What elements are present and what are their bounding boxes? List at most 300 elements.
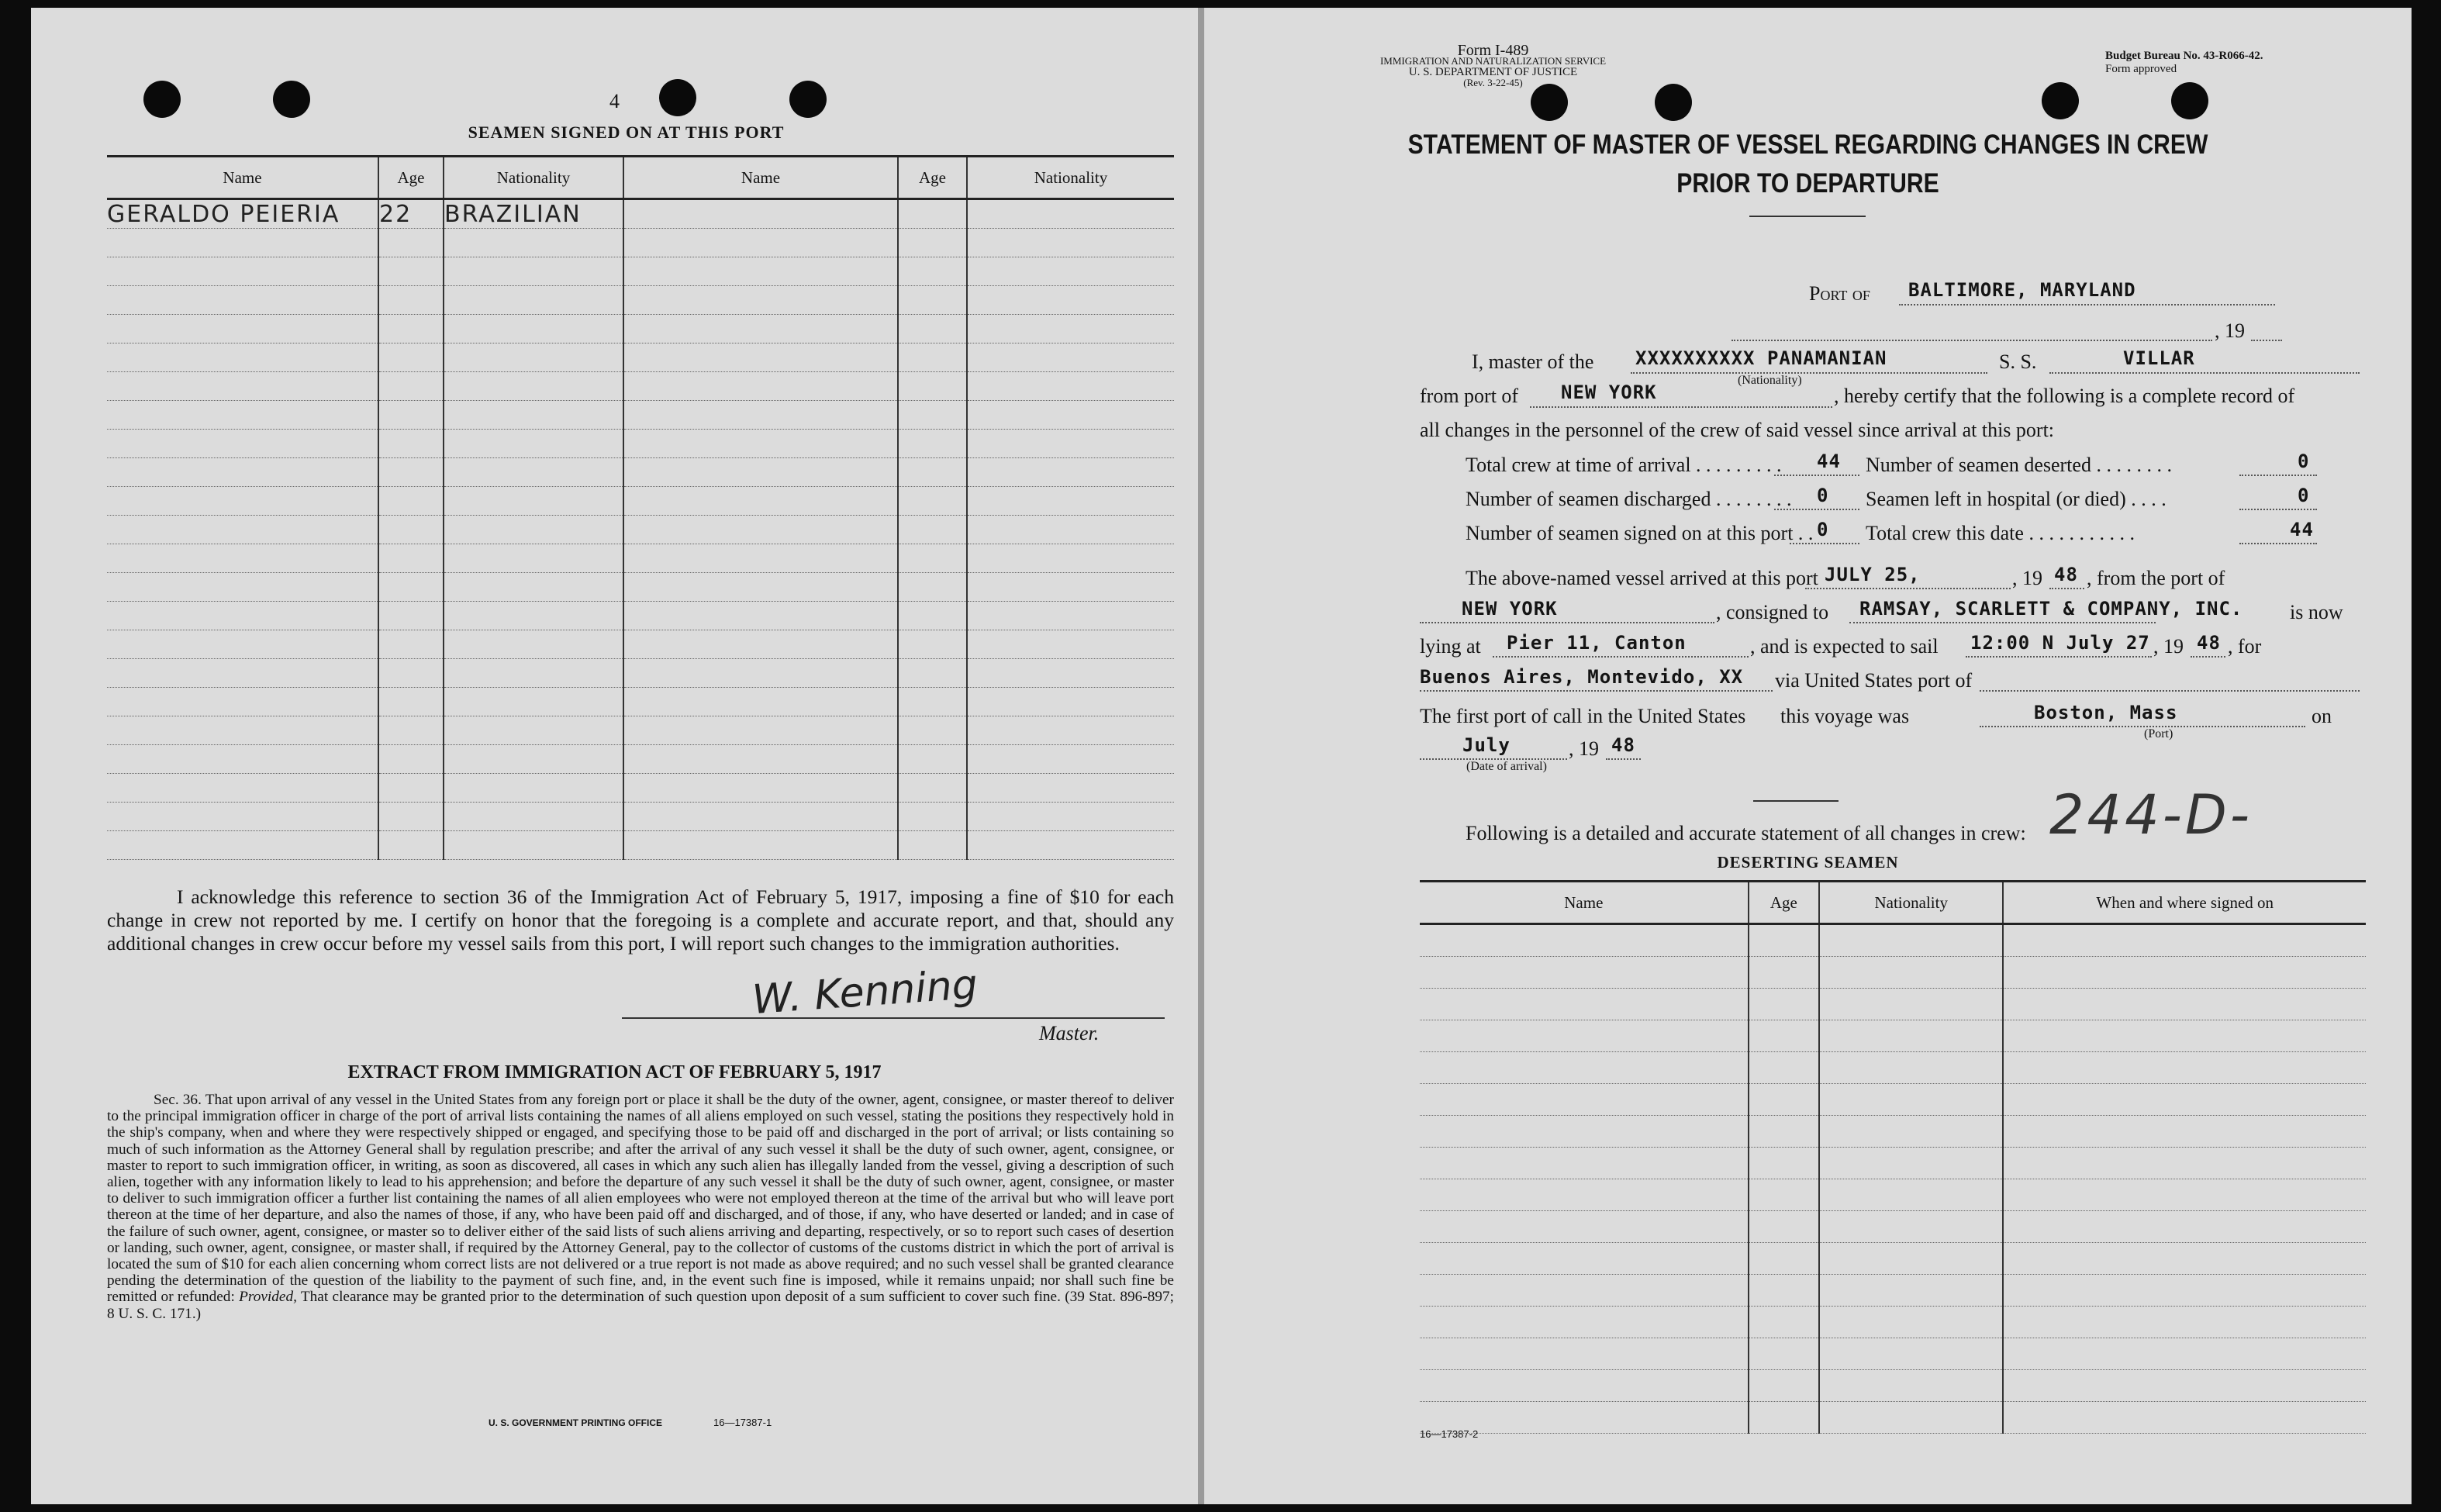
table-cell xyxy=(623,688,898,716)
table-cell xyxy=(378,315,444,343)
table-cell xyxy=(898,401,967,430)
from-port-label: from port of xyxy=(1420,385,1519,407)
table-cell xyxy=(1819,924,2003,957)
table-cell xyxy=(2003,1243,2366,1275)
sail-year: 48 xyxy=(2197,632,2221,654)
from-port-of: , from the port of xyxy=(2087,567,2225,589)
table-cell xyxy=(623,573,898,602)
table-cell xyxy=(623,430,898,458)
table-cell xyxy=(898,372,967,401)
table-cell xyxy=(378,199,444,229)
destination: Buenos Aires, Montevido, XX xyxy=(1420,666,1744,688)
table-cell xyxy=(623,602,898,630)
table-row xyxy=(1420,1179,2366,1211)
table-cell xyxy=(2003,1275,2366,1307)
table-cell xyxy=(2003,1020,2366,1052)
table-cell xyxy=(1819,1052,2003,1084)
table-cell xyxy=(967,659,1174,688)
punch-hole xyxy=(1531,84,1568,121)
table-cell xyxy=(1420,924,1749,957)
table-cell xyxy=(1420,1052,1749,1084)
table-cell xyxy=(623,315,898,343)
table-cell xyxy=(2003,1052,2366,1084)
stat-line xyxy=(1774,475,1859,476)
table-row xyxy=(107,286,1174,315)
table-cell xyxy=(107,573,378,602)
master-caption: Master. xyxy=(1039,1022,1100,1044)
table-row xyxy=(1420,989,2366,1020)
table-cell xyxy=(444,688,623,716)
entry-age: 22 xyxy=(379,200,413,228)
column-header: Nationality xyxy=(444,157,623,199)
certify-text: , hereby certify that the following is a complete record of xyxy=(1834,385,2295,407)
table-cell xyxy=(107,257,378,286)
entry-name: GERALDO PEIERIA xyxy=(107,200,340,228)
arrival-year-19: , 19 xyxy=(1569,737,1599,760)
arrival-month: July xyxy=(1462,734,1511,756)
table-cell xyxy=(1749,1370,1819,1402)
table-row xyxy=(107,602,1174,630)
table-cell xyxy=(378,831,444,860)
table-row xyxy=(107,831,1174,860)
extract-text xyxy=(107,1092,1174,1322)
table-cell xyxy=(107,229,378,257)
table-cell xyxy=(1749,1275,1819,1307)
table-row xyxy=(1420,1307,2366,1338)
table-cell xyxy=(2003,1402,2366,1434)
table-cell xyxy=(898,544,967,573)
table-cell xyxy=(107,630,378,659)
stat-label: Number of seamen signed on at this port . . xyxy=(1466,522,1814,544)
table-cell xyxy=(444,343,623,372)
from-port-line xyxy=(1530,406,1832,408)
table-row xyxy=(107,659,1174,688)
table-cell xyxy=(378,544,444,573)
table-cell xyxy=(444,803,623,831)
table-cell xyxy=(898,688,967,716)
table-cell xyxy=(967,372,1174,401)
table-cell xyxy=(967,745,1174,774)
table-cell xyxy=(898,286,967,315)
table-cell xyxy=(1749,924,1819,957)
table-row xyxy=(107,401,1174,430)
table-cell xyxy=(107,745,378,774)
left-page xyxy=(31,8,1198,1504)
nationality-line xyxy=(1631,372,1987,374)
table-cell xyxy=(967,774,1174,803)
table-cell xyxy=(623,343,898,372)
agency-department: U. S. DEPARTMENT OF JUSTICE xyxy=(1408,66,1578,78)
stat-label: Seamen left in hospital (or died) . . . . xyxy=(1866,488,2167,510)
table-cell xyxy=(967,430,1174,458)
first-port-value: Boston, Mass xyxy=(2034,702,2178,723)
table-cell xyxy=(967,229,1174,257)
form-revision: (Rev. 3-22-45) xyxy=(1463,77,1523,88)
acknowledgment-text: I acknowledge this reference to section 36 of the Immigration Act of February 5, 1917, imposing a fine of $10 for each change in crew not reported by me. I certify on honor that the foregoing is a complete and accurate report, and that, should any additional changes in crew occur before my vessel sails from this port, I will report such changes to the immigration authorities. xyxy=(107,885,1174,954)
table-row xyxy=(1420,1052,2366,1084)
table-cell xyxy=(107,372,378,401)
table-cell xyxy=(2003,1307,2366,1338)
table-cell xyxy=(623,803,898,831)
table-cell xyxy=(378,487,444,516)
table-cell xyxy=(107,199,378,229)
table-row xyxy=(107,257,1174,286)
table-cell xyxy=(898,716,967,745)
arrived-year-line xyxy=(2049,588,2084,589)
table-cell xyxy=(623,630,898,659)
sail-year-19: , 19 xyxy=(2153,635,2184,658)
table-cell xyxy=(1819,1275,2003,1307)
table-row xyxy=(1420,1084,2366,1116)
table-row xyxy=(1420,1275,2366,1307)
table-cell xyxy=(967,544,1174,573)
table-row xyxy=(107,630,1174,659)
table-cell xyxy=(898,745,967,774)
table-row xyxy=(1420,1243,2366,1275)
table-cell xyxy=(444,487,623,516)
stat-value: 0 xyxy=(1817,485,1829,506)
via-label: via United States port of xyxy=(1775,669,1973,692)
table-cell xyxy=(107,430,378,458)
table-cell xyxy=(1749,957,1819,989)
table-cell xyxy=(1420,1338,1749,1370)
table-row xyxy=(1420,1338,2366,1370)
table-cell xyxy=(898,343,967,372)
table-cell xyxy=(1819,1338,2003,1370)
table-row xyxy=(1420,1020,2366,1052)
consigned-label: , consigned to xyxy=(1716,601,1829,623)
table-cell xyxy=(967,688,1174,716)
table-cell xyxy=(378,516,444,544)
table-cell xyxy=(444,286,623,315)
right-page xyxy=(1204,8,2412,1504)
table-cell xyxy=(444,716,623,745)
table-cell xyxy=(1420,1084,1749,1116)
table-cell xyxy=(967,573,1174,602)
table-row xyxy=(107,774,1174,803)
master-signature: W. Kenning xyxy=(751,961,979,1024)
year-prefix: , 19 xyxy=(2215,319,2245,342)
table-cell xyxy=(107,688,378,716)
table-cell xyxy=(107,458,378,487)
table-cell xyxy=(623,286,898,315)
table-cell xyxy=(1819,1084,2003,1116)
is-now: is now xyxy=(2290,601,2343,623)
stat-line xyxy=(2239,543,2317,544)
on-label: on xyxy=(2312,705,2332,727)
table-cell xyxy=(107,286,378,315)
table-cell xyxy=(1420,1020,1749,1052)
table-cell xyxy=(1819,1307,2003,1338)
table-cell xyxy=(898,199,967,229)
table-cell xyxy=(444,774,623,803)
table-cell xyxy=(378,372,444,401)
table-cell xyxy=(107,803,378,831)
table-cell xyxy=(1749,1307,1819,1338)
deserting-seamen-table xyxy=(1420,880,2366,1434)
sail-line xyxy=(1966,656,2152,658)
section-rule xyxy=(1753,800,1839,802)
master-prefix: I, master of the xyxy=(1472,350,1594,373)
table-cell xyxy=(623,487,898,516)
extract-end: That clearance may be granted prior to the determination of such question upon deposit of a sum sufficient to cover such fine. (39 Stat. 896-897; 8 U. S. C. 171.) xyxy=(107,1289,1175,1322)
extract-body: That upon arrival of any vessel in the United States from any foreign port or place it shall be the duty of the owner, agent, consignee, or master thereof to deliver to the principal immigration officer in charge of the port of arrival lists containing the names of all aliens employed on such vessel, stating the positions they respectively hold in the ship's company, when and where they were respectively shipped or engaged, and specifying those to be paid off and discharged in the port of arrival; or lists containing so much of such information as the Attorney General shall by regulation prescribe; and after the arrival of any such vessel it shall be the duty of such owner, agent, consignee, or master to report to such immigration officer, in writing, as soon as discovered, all cases in which any such alien has illegally landed from the vessel, giving a description of such alien, together with any information likely to lead to his apprehension; and before the departure of any such vessel it shall be the duty of such owner, agent, consignee, or master to deliver to such immigration officer a further list containing the names of all alien employees who were not employed thereon at the time of the arrival but who will leave port thereon at the time of her departure, and also the names of those, if any, who have been paid off and discharged, and of those, if any, who have deserted or landed; and in case of the failure of such owner, agent, consignee, or master so to deliver either of the said lists of such aliens arriving and departing, respectively, or so to report such cases of desertion or landing, such owner, agent, consignee, or master shall, if required by the Attorney General, pay to the collector of customs of the customs district in which the port of arrival is located the sum of $10 for each alien concerning whom correct lists are not delivered or a true report is not made as above required; and no such vessel shall be granted clearance pending the determination of the question of the liability to the payment of such fine, and, in the event such fine is imposed, while it remains unpaid; nor shall such fine be remitted or refunded: xyxy=(107,1092,1174,1306)
table-cell xyxy=(898,602,967,630)
table-cell xyxy=(967,257,1174,286)
signed-on-title: SEAMEN SIGNED ON AT THIS PORT xyxy=(468,123,785,142)
table-cell xyxy=(1819,1243,2003,1275)
table-cell xyxy=(623,372,898,401)
table-row xyxy=(107,372,1174,401)
table-cell xyxy=(378,602,444,630)
stat-label: Number of seamen deserted . . . . . . . . xyxy=(1866,454,2172,476)
table-cell xyxy=(623,716,898,745)
port-label: Port of xyxy=(1809,282,1870,305)
table-cell xyxy=(623,745,898,774)
table-cell xyxy=(898,803,967,831)
table-cell xyxy=(1420,1148,1749,1179)
arrival-year-line xyxy=(1606,758,1641,760)
table-cell xyxy=(1749,1338,1819,1370)
table-row xyxy=(1420,1402,2366,1434)
arrival-year: 48 xyxy=(1611,734,1635,756)
table-cell xyxy=(444,315,623,343)
stat-line xyxy=(1790,543,1859,544)
arrived-date: JULY 25, xyxy=(1825,564,1921,585)
table-cell xyxy=(1749,1084,1819,1116)
table-cell xyxy=(1749,1211,1819,1243)
table-cell xyxy=(623,831,898,860)
table-cell xyxy=(107,516,378,544)
table-row xyxy=(107,516,1174,544)
table-cell xyxy=(378,630,444,659)
table-row xyxy=(107,458,1174,487)
table-cell xyxy=(623,458,898,487)
table-cell xyxy=(898,774,967,803)
table-cell xyxy=(623,774,898,803)
table-cell xyxy=(967,602,1174,630)
table-cell xyxy=(444,372,623,401)
column-header: Name xyxy=(623,157,898,199)
table-cell xyxy=(967,516,1174,544)
table-cell xyxy=(107,831,378,860)
stat-label: Total crew at time of arrival . . . . . . . . . xyxy=(1466,454,1782,476)
table-cell xyxy=(378,286,444,315)
stat-label: Number of seamen discharged . . . . . . . . xyxy=(1466,488,1792,510)
table-cell xyxy=(444,831,623,860)
expected-label: , and is expected to sail xyxy=(1750,635,1939,658)
table-cell xyxy=(378,401,444,430)
table-cell xyxy=(2003,1148,2366,1179)
ss-label: S. S. xyxy=(1999,350,2037,373)
following-text: Following is a detailed and accurate statement of all changes in crew: xyxy=(1466,822,2026,844)
form-title xyxy=(1289,126,2327,203)
table-cell xyxy=(1420,957,1749,989)
stat-label: Total crew this date . . . . . . . . . . . xyxy=(1866,522,2135,544)
table-cell xyxy=(444,659,623,688)
table-cell xyxy=(2003,1116,2366,1148)
table-cell xyxy=(967,315,1174,343)
extract-title: EXTRACT FROM IMMIGRATION ACT OF FEBRUARY 5, 1917 xyxy=(347,1062,882,1082)
table-cell xyxy=(378,774,444,803)
punch-hole xyxy=(1655,84,1692,121)
table-cell xyxy=(623,544,898,573)
table-cell xyxy=(2003,1179,2366,1211)
table-cell xyxy=(1420,1179,1749,1211)
table-row xyxy=(107,199,1174,229)
table-header-row xyxy=(107,157,1174,199)
table-cell xyxy=(898,458,967,487)
table-cell xyxy=(623,257,898,286)
table-cell xyxy=(967,630,1174,659)
form-title-line1: STATEMENT OF MASTER OF VESSEL REGARDING CHANGES IN CREW xyxy=(1407,129,2208,160)
table-row xyxy=(1420,957,2366,989)
stat-line xyxy=(2239,475,2317,476)
table-cell xyxy=(378,229,444,257)
lying-label: lying at xyxy=(1420,635,1481,658)
table-cell xyxy=(898,573,967,602)
table-cell xyxy=(107,659,378,688)
table-row xyxy=(1420,1211,2366,1243)
table-row xyxy=(1420,1148,2366,1179)
table-cell xyxy=(1819,957,2003,989)
table-cell xyxy=(378,458,444,487)
table-cell xyxy=(898,430,967,458)
table-cell xyxy=(2003,989,2366,1020)
extract-proviso: Provided, xyxy=(239,1289,297,1306)
table-cell xyxy=(967,199,1174,229)
column-header: Age xyxy=(898,157,967,199)
table-cell xyxy=(378,716,444,745)
extract-lead: Sec. 36. xyxy=(154,1092,202,1108)
column-header: Name xyxy=(1420,882,1749,924)
table-cell xyxy=(967,343,1174,372)
table-cell xyxy=(1420,1370,1749,1402)
table-cell xyxy=(378,688,444,716)
signature-line xyxy=(622,1017,1165,1019)
budget-bureau: Budget Bureau No. 43-R066-42. xyxy=(2105,50,2263,62)
table-cell xyxy=(444,199,623,229)
table-cell xyxy=(2003,924,2366,957)
table-cell xyxy=(623,401,898,430)
table-cell xyxy=(1749,989,1819,1020)
from-port-value: NEW YORK xyxy=(1561,381,1657,403)
table-row xyxy=(1420,1370,2366,1402)
table-cell xyxy=(2003,1211,2366,1243)
table-cell xyxy=(1420,1211,1749,1243)
date-caption: (Date of arrival) xyxy=(1466,760,1547,773)
arrived-year: 48 xyxy=(2054,564,2078,585)
table-cell xyxy=(898,229,967,257)
punch-hole xyxy=(2042,82,2079,119)
table-row xyxy=(107,544,1174,573)
table-cell xyxy=(623,516,898,544)
table-cell xyxy=(967,831,1174,860)
table-cell xyxy=(1420,1116,1749,1148)
table-cell xyxy=(444,229,623,257)
table-row xyxy=(107,573,1174,602)
table-row xyxy=(107,343,1174,372)
table-row xyxy=(1420,924,2366,957)
table-cell xyxy=(967,487,1174,516)
form-header xyxy=(1282,42,1704,88)
table-cell xyxy=(2003,1084,2366,1116)
table-cell xyxy=(1819,1211,2003,1243)
column-header: When and where signed on xyxy=(2003,882,2366,924)
table-cell xyxy=(444,401,623,430)
table-row xyxy=(107,229,1174,257)
table-cell xyxy=(898,516,967,544)
stat-value: 0 xyxy=(2298,450,2310,472)
year-19-label: , 19 xyxy=(2012,567,2042,589)
table-cell xyxy=(444,458,623,487)
stat-line xyxy=(1774,509,1859,510)
table-cell xyxy=(378,803,444,831)
table-row xyxy=(107,430,1174,458)
table-cell xyxy=(1819,1370,2003,1402)
table-cell xyxy=(107,544,378,573)
stat-value: 44 xyxy=(1817,450,1841,472)
table-cell xyxy=(378,659,444,688)
table-cell xyxy=(444,745,623,774)
table-row xyxy=(107,716,1174,745)
table-cell xyxy=(444,602,623,630)
via-line xyxy=(1980,690,2360,692)
table-cell xyxy=(967,458,1174,487)
consignee: RAMSAY, SCARLETT & COMPANY, INC. xyxy=(1859,598,2243,620)
table-cell xyxy=(898,831,967,860)
table-cell xyxy=(107,343,378,372)
agency-service: IMMIGRATION AND NATURALIZATION SERVICE xyxy=(1379,55,1607,67)
column-header: Nationality xyxy=(1819,882,2003,924)
first-port-label: The first port of call in the United States xyxy=(1420,705,1746,727)
page-fold xyxy=(1198,8,1204,1504)
page-number: 4 xyxy=(609,90,620,112)
port-caption: (Port) xyxy=(2144,727,2173,740)
table-row xyxy=(1420,1116,2366,1148)
table-cell xyxy=(107,774,378,803)
table-cell xyxy=(1420,989,1749,1020)
port-value: BALTIMORE, MARYLAND xyxy=(1908,279,2136,301)
table-row xyxy=(107,487,1174,516)
this-voyage-was: this voyage was xyxy=(1780,705,1910,727)
destination-line xyxy=(1420,690,1773,692)
table-row xyxy=(107,315,1174,343)
stat-value: 44 xyxy=(2290,519,2314,540)
budget-block xyxy=(2105,50,2263,76)
table-cell xyxy=(1819,989,2003,1020)
table-cell xyxy=(1749,1402,1819,1434)
table-cell xyxy=(444,257,623,286)
table-cell xyxy=(1749,1148,1819,1179)
title-rule xyxy=(1749,216,1866,217)
for-label: , for xyxy=(2228,635,2262,658)
table-cell xyxy=(1420,1243,1749,1275)
table-row xyxy=(107,688,1174,716)
vessel-name: VILLAR xyxy=(2123,347,2195,369)
sail-year-line xyxy=(2191,656,2225,658)
table-cell xyxy=(2003,957,2366,989)
table-cell xyxy=(623,229,898,257)
deserting-title: DESERTING SEAMEN xyxy=(1717,853,1899,872)
lying-line xyxy=(1493,656,1749,658)
table-cell xyxy=(1819,1179,2003,1211)
table-cell xyxy=(107,315,378,343)
consignee-line xyxy=(1849,622,2156,623)
table-cell xyxy=(1749,1020,1819,1052)
table-cell xyxy=(1819,1148,2003,1179)
year-line xyxy=(2251,340,2282,341)
